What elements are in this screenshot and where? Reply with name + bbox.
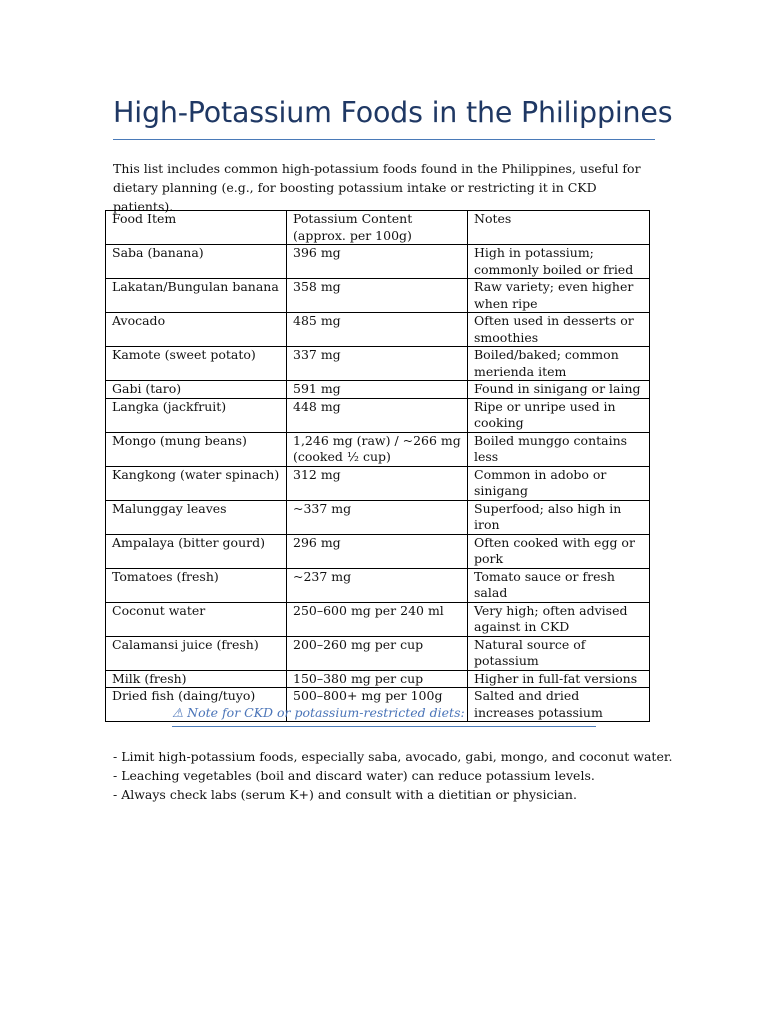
food-item-cell: Ampalaya (bitter gourd) (106, 534, 287, 568)
table-row (106, 568, 650, 602)
food-item-cell: Gabi (taro) (106, 381, 287, 399)
food-item-cell: Malunggay leaves (106, 500, 287, 534)
table-row (106, 636, 650, 670)
food-item-cell: Mongo (mung beans) (106, 432, 287, 466)
table-body (106, 245, 650, 722)
food-item-cell: Kangkong (water spinach) (106, 466, 287, 500)
table-row (106, 432, 650, 466)
notes-cell: Higher in full-fat versions (468, 670, 650, 688)
potassium-cell: 500–800+ mg per 100g (287, 688, 468, 722)
notes-cell: Found in sinigang or laing (468, 381, 650, 399)
potassium-cell: 1,246 mg (raw) / ~266 mg (cooked ½ cup) (287, 432, 468, 466)
table-row (106, 534, 650, 568)
notes-cell: Ripe or unripe used in cooking (468, 398, 650, 432)
table-row (106, 245, 650, 279)
food-item-cell: Lakatan/Bungulan banana (106, 279, 287, 313)
notes-cell: Raw variety; even higher when ripe (468, 279, 650, 313)
notes-cell: Common in adobo or sinigang (468, 466, 650, 500)
food-item-cell: Dried fish (daing/tuyo) (106, 688, 287, 722)
page-title: High-Potassium Foods in the Philippines (113, 96, 673, 129)
potassium-cell: ~237 mg (287, 568, 468, 602)
notes-cell: Natural source of potassium (468, 636, 650, 670)
potassium-cell: 485 mg (287, 313, 468, 347)
notes-cell: High in potassium; commonly boiled or fried (468, 245, 650, 279)
ckd-note-heading: ⚠ Note for CKD or potassium-restricted diets: (172, 705, 465, 720)
food-item-cell: Langka (jackfruit) (106, 398, 287, 432)
food-item-cell: Saba (banana) (106, 245, 287, 279)
potassium-cell: 296 mg (287, 534, 468, 568)
table-row (106, 466, 650, 500)
notes-cell: Very high; often advised against in CKD (468, 602, 650, 636)
notes-cell: Boiled munggo contains less (468, 432, 650, 466)
table-header-row (106, 211, 650, 245)
notes-cell: Often used in desserts or smoothies (468, 313, 650, 347)
table-row (106, 313, 650, 347)
potassium-cell: 250–600 mg per 240 ml (287, 602, 468, 636)
food-item-cell: Calamansi juice (fresh) (106, 636, 287, 670)
potassium-cell: 448 mg (287, 398, 468, 432)
notes-cell: Often cooked with egg or pork (468, 534, 650, 568)
title-underline (113, 139, 655, 140)
note-bullet: - Leaching vegetables (boil and discard water) can reduce potassium levels. (113, 768, 595, 783)
table-row (106, 500, 650, 534)
intro-paragraph: This list includes common high-potassium foods found in the Philippines, useful for dietary planning (e.g., for boosting potassium intake or restricting it in CKD patients). (113, 161, 641, 214)
notes-cell: Tomato sauce or fresh salad (468, 568, 650, 602)
table-row (106, 398, 650, 432)
table-row (106, 670, 650, 688)
food-item-cell: Avocado (106, 313, 287, 347)
note-bullet: - Limit high-potassium foods, especially saba, avocado, gabi, mongo, and coconut water. (113, 749, 673, 764)
food-item-cell: Milk (fresh) (106, 670, 287, 688)
table-row (106, 279, 650, 313)
potassium-cell: 358 mg (287, 279, 468, 313)
potassium-cell: 150–380 mg per cup (287, 670, 468, 688)
potassium-table (105, 210, 650, 722)
header-notes: Notes (468, 211, 650, 245)
note-bullet: - Always check labs (serum K+) and consult with a dietitian or physician. (113, 787, 577, 802)
potassium-cell: ~337 mg (287, 500, 468, 534)
notes-cell: Salted and dried increases potassium (468, 688, 650, 722)
note-bullet-list (113, 747, 673, 804)
potassium-cell: 591 mg (287, 381, 468, 399)
table-row (106, 602, 650, 636)
potassium-cell: 396 mg (287, 245, 468, 279)
note-underline (172, 726, 596, 727)
notes-cell: Superfood; also high in iron (468, 500, 650, 534)
notes-cell: Boiled/baked; common merienda item (468, 347, 650, 381)
header-potassium-content: Potassium Content (approx. per 100g) (287, 211, 468, 245)
food-item-cell: Kamote (sweet potato) (106, 347, 287, 381)
potassium-cell: 337 mg (287, 347, 468, 381)
food-item-cell: Tomatoes (fresh) (106, 568, 287, 602)
header-food-item: Food Item (106, 211, 287, 245)
table-row (106, 381, 650, 399)
food-item-cell: Coconut water (106, 602, 287, 636)
table-row (106, 347, 650, 381)
potassium-cell: 312 mg (287, 466, 468, 500)
potassium-cell: 200–260 mg per cup (287, 636, 468, 670)
